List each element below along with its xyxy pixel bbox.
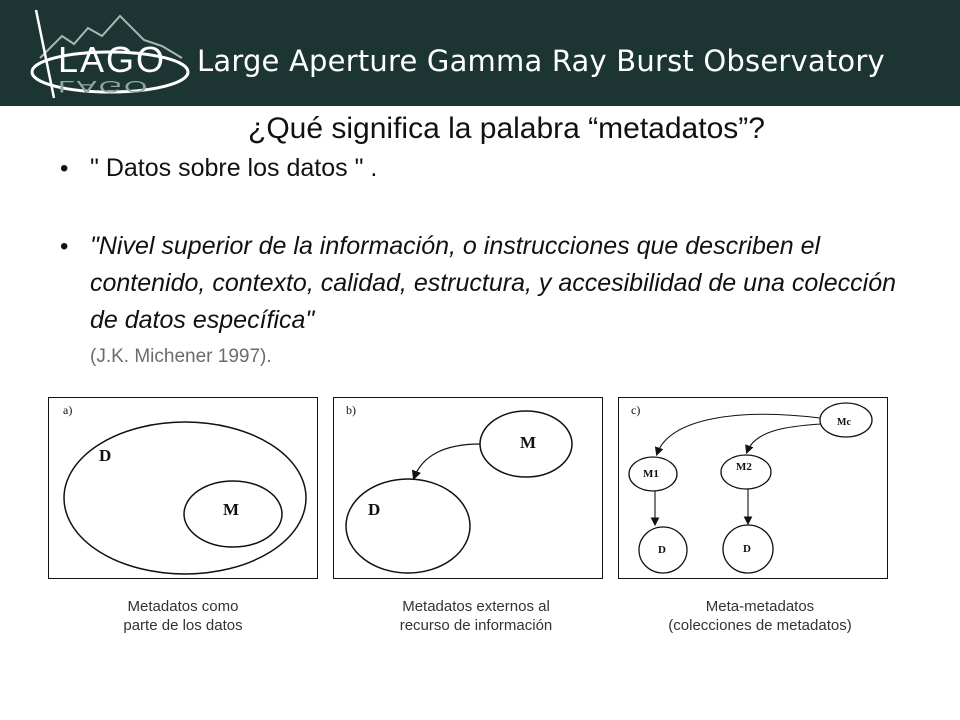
- data-ellipse: [64, 422, 306, 574]
- caption-line: Metadatos como: [127, 598, 239, 615]
- panel-tag: a): [63, 403, 73, 417]
- m2-label: M2: [736, 461, 752, 473]
- metadata-label: M: [520, 433, 537, 452]
- link-arrow: [657, 414, 820, 454]
- caption-line: Meta-metadatos: [705, 598, 815, 615]
- caption-c: [625, 597, 895, 635]
- link-arrow: [747, 424, 821, 452]
- link-arrow: [414, 444, 480, 478]
- header-banner: [0, 0, 960, 106]
- bullet-text: "Nivel superior de la información, o instrucciones que describen el contenido, contexto, calidad, estructura, y accesibilidad de una colección de datos específica": [90, 232, 897, 334]
- m1-label: M1: [643, 468, 659, 480]
- caption-line: (colecciones de metadatos): [668, 617, 852, 634]
- diagram-panel-a: [48, 397, 318, 579]
- d2-label: D: [743, 543, 751, 555]
- caption-line: recurso de información: [399, 617, 553, 634]
- caption-line: parte de los datos: [123, 617, 243, 634]
- diagram-panel-b: [333, 397, 603, 579]
- panel-tag: c): [631, 403, 641, 417]
- bullet-marker: •: [60, 233, 69, 260]
- bullet-text: " Datos sobre los datos " .: [90, 154, 378, 182]
- data-label: D: [99, 446, 112, 465]
- bullet-marker: •: [60, 155, 69, 182]
- caption-b: [341, 597, 611, 635]
- metadata-label: M: [223, 500, 240, 519]
- data-ellipse: [346, 479, 470, 573]
- header-title: Large Aperture Gamma Ray Burst Observatory: [197, 44, 885, 78]
- meta-collection-label: Mc: [837, 417, 851, 428]
- d1-label: D: [658, 544, 666, 556]
- caption-line: Metadatos externos al: [402, 598, 550, 615]
- logo-text: LAGO: [58, 39, 167, 80]
- logo-reflection: LAGO: [58, 76, 150, 96]
- slide-title: ¿Qué significa la palabra “metadatos”?: [248, 112, 765, 145]
- data-label: D: [368, 500, 381, 519]
- citation: (J.K. Michener 1997).: [90, 346, 272, 367]
- caption-a: [48, 597, 318, 635]
- panel-tag: b): [346, 403, 356, 417]
- diagram-panel-c: [618, 397, 888, 579]
- lago-logo: [22, 6, 192, 102]
